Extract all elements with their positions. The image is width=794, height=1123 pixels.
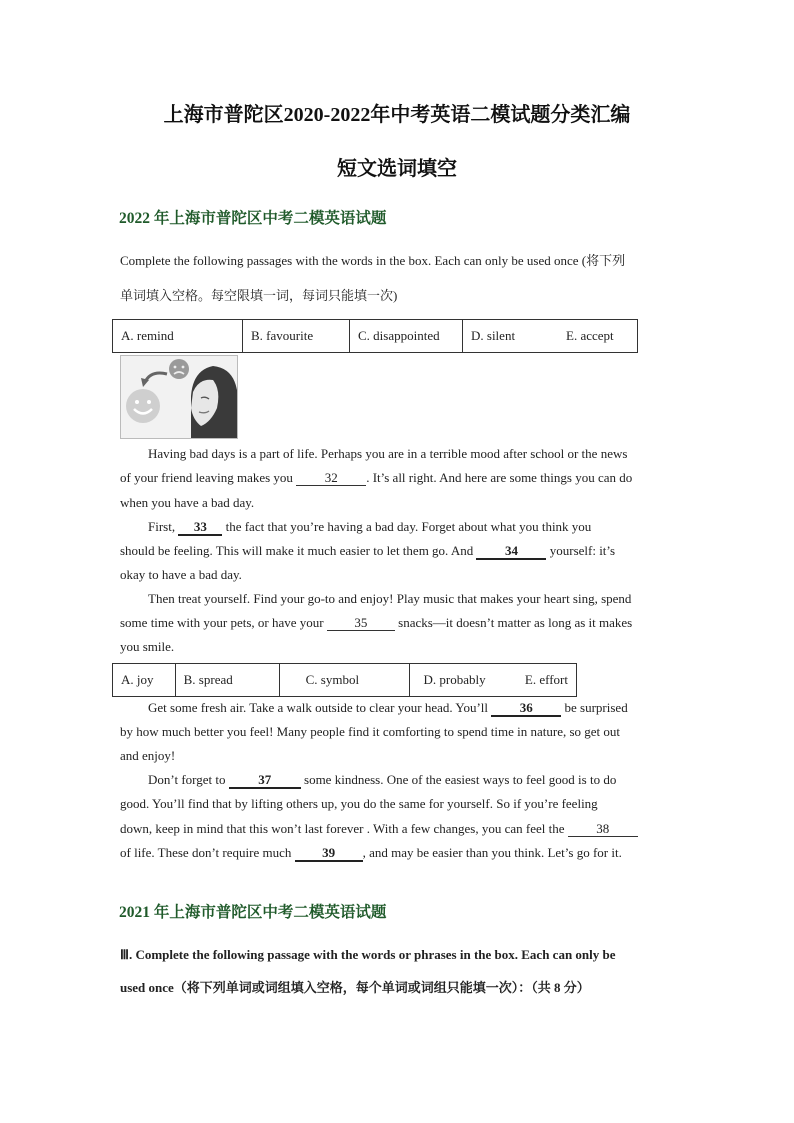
blank-33[interactable]: 33	[178, 520, 222, 536]
word-box-2-option-e: E. effort	[517, 664, 577, 697]
instruction-line-2: 单词填入空格。每空限填一词，每词只能填一次)	[120, 288, 398, 303]
p3-line-3: you smile.	[120, 639, 175, 654]
blank-37[interactable]: 37	[229, 773, 301, 789]
p1-line-1: Having bad days is a part of life. Perhaps you are in a terrible mood after school or the news	[148, 446, 628, 461]
p5-line-4: of life. These don’t require much 39 , and may be easier than you think. Let’s go for it.	[120, 845, 622, 860]
sad-face-icon	[169, 359, 189, 379]
word-box-1-option-a: A. remind	[113, 320, 243, 353]
p4-line-2: by how much better you feel! Many people find it comforting to spend time in nature, so get out	[120, 724, 621, 739]
p5-line-3: down, keep in mind that this won’t last forever . With a few changes, you can feel the 38	[120, 821, 638, 837]
p1-line-3: when you have a bad day.	[120, 495, 255, 510]
section-2021-instruction-line-1: Ⅲ. Complete the following passage with the words or phrases in the box. Each can only be	[120, 947, 616, 962]
smiley-face-icon	[126, 389, 160, 423]
word-box-2-option-d: D. probably	[409, 664, 517, 697]
blank-38[interactable]: 38	[568, 822, 638, 837]
word-box-1-option-e: E. accept	[558, 320, 638, 353]
word-box-1	[112, 319, 638, 353]
word-box-2-option-a: A. joy	[113, 664, 176, 697]
word-box-2-option-c: C. symbol	[279, 664, 409, 697]
word-box-2	[112, 663, 577, 697]
blank-32[interactable]: 32	[296, 471, 366, 486]
p2-line-2: should be feeling. This will make it much easier to let them go. And 34 yourself: it’s	[120, 543, 616, 558]
p5-line-1: Don’t forget to 37 some kindness. One of the easiest ways to feel good is to do	[148, 772, 617, 787]
section-2021-instruction-line-2: used once（将下列单词或词组填入空格，每个单词或词组只能填一次）：（共 8 分）	[120, 980, 590, 995]
page-title: 上海市普陀区2020-2022年中考英语二模试题分类汇编	[163, 104, 631, 126]
blank-34[interactable]: 34	[476, 544, 546, 560]
p2-line-3: okay to have a bad day.	[120, 567, 242, 582]
instruction-line-1: Complete the following passages with the words in the box. Each can only be used once (将下列	[120, 253, 626, 268]
p5-line-2: good. You’ll find that by lifting others up, you do the same for yourself. So if you’re feeling	[120, 796, 598, 811]
blank-35[interactable]: 35	[327, 616, 395, 631]
p2-line-1: First, 33 the fact that you’re having a bad day. Forget about what you think you	[148, 519, 592, 534]
p1-line-2: of your friend leaving makes you 32 . It’s all right. And here are some things you can do	[120, 470, 633, 485]
p3-line-1: Then treat yourself. Find your go-to and enjoy! Play music that makes your heart sing, spend	[148, 591, 632, 606]
section-2021-heading: 2021 年上海市普陀区中考二模英语试题	[119, 904, 387, 921]
p4-line-1: Get some fresh air. Take a walk outside to clear your head. You’ll 36 be surprised	[148, 700, 628, 715]
word-box-1-option-c: C. disappointed	[350, 320, 463, 353]
word-box-1-option-d: D. silent	[463, 320, 559, 353]
page-subtitle: 短文选词填空	[337, 158, 457, 180]
blank-36[interactable]: 36	[491, 701, 561, 717]
word-box-2-option-b: B. spread	[175, 664, 279, 697]
word-box-1-option-b: B. favourite	[243, 320, 350, 353]
p3-line-2: some time with your pets, or have your 35 snacks—it doesn’t matter as long as it makes	[120, 615, 633, 630]
blank-39[interactable]: 39	[295, 846, 363, 862]
section-2022-heading: 2022 年上海市普陀区中考二模英语试题	[119, 210, 387, 227]
mood-illustration-svg	[121, 356, 237, 438]
mood-illustration	[120, 355, 238, 439]
p4-line-3: and enjoy!	[120, 748, 176, 763]
